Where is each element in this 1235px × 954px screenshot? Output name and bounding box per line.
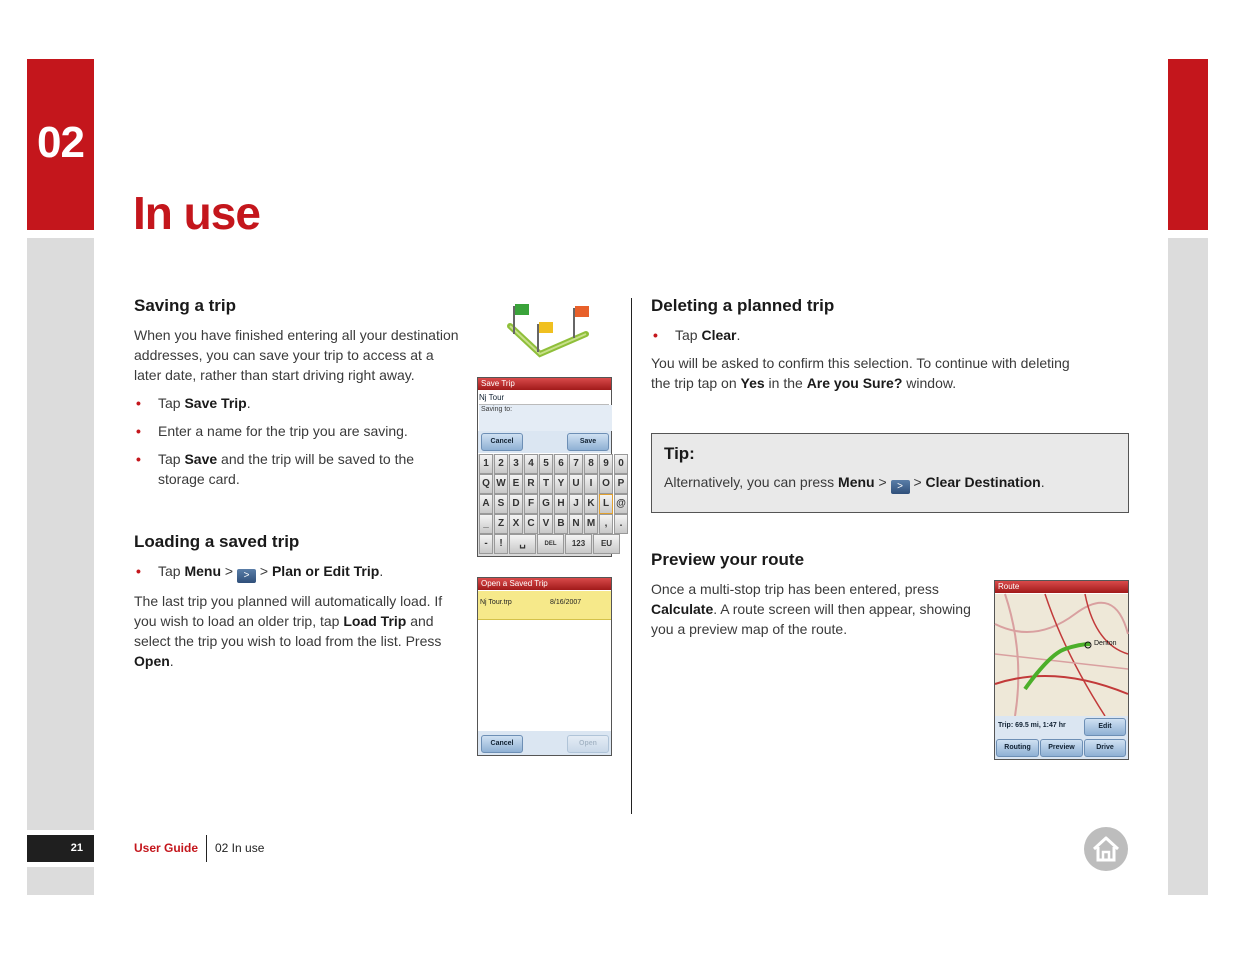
keyboard — [478, 454, 626, 556]
key[interactable]: 3 — [509, 454, 523, 474]
route-drive-button[interactable]: Drive — [1084, 739, 1126, 757]
key[interactable]: 9 — [599, 454, 613, 474]
deleting-bullet-1: • Tap Clear. — [653, 327, 741, 343]
key[interactable]: C — [524, 514, 538, 534]
route-title: Route — [995, 581, 1128, 593]
deleting-list — [651, 325, 1091, 345]
key[interactable]: T — [539, 474, 553, 494]
footer-section: 02 In use — [215, 841, 265, 855]
key[interactable]: I — [584, 474, 598, 494]
key[interactable]: R — [524, 474, 538, 494]
key[interactable]: D — [509, 494, 523, 514]
keyboard-row-3 — [479, 494, 628, 514]
key[interactable]: H — [554, 494, 568, 514]
route-map-city: Denton — [1094, 640, 1117, 647]
page-number: 21 — [70, 842, 83, 854]
keyboard-row-2 — [479, 474, 628, 494]
loading-body: The last trip you planned will automatically load. If you wish to load an older trip, tap Load Trip and select the trip you wish to load from the list. Press Open. — [134, 593, 443, 669]
save-trip-save-button[interactable]: Save — [567, 433, 609, 451]
open-trip-screen — [477, 577, 612, 756]
key[interactable]: 4 — [524, 454, 538, 474]
key[interactable]: . — [614, 514, 628, 534]
saving-to-label: Saving to: — [479, 405, 612, 431]
key[interactable]: U — [569, 474, 583, 494]
right-margin-bar — [1168, 238, 1208, 895]
trip-name-input[interactable]: Nj Tour — [479, 391, 609, 405]
route-routing-button[interactable]: Routing — [996, 739, 1039, 757]
route-edit-button[interactable]: Edit — [1084, 718, 1126, 736]
key[interactable]: _ — [479, 514, 493, 534]
key[interactable]: Z — [494, 514, 508, 534]
key[interactable]: V — [539, 514, 553, 534]
keyboard-row-4 — [479, 514, 628, 534]
save-trip-screen — [477, 377, 626, 557]
home-button[interactable] — [1084, 827, 1128, 871]
key[interactable]: 5 — [539, 454, 553, 474]
saved-trip-filename: Nj Tour.trp — [480, 599, 512, 606]
route-preview-button[interactable]: Preview — [1040, 739, 1083, 757]
delete-key[interactable]: DEL — [537, 534, 564, 554]
column-divider — [631, 298, 632, 814]
preview-body: Once a multi-stop trip has been entered, press Calculate. A route screen will then appear, showing you a preview map of the route. — [651, 581, 971, 637]
arrow-button-icon: > — [891, 480, 910, 494]
key[interactable]: S — [494, 494, 508, 514]
saving-heading: Saving a trip — [134, 296, 237, 315]
key[interactable]: 8 — [584, 454, 598, 474]
keyboard-row-1 — [479, 454, 628, 474]
language-key[interactable]: EU — [593, 534, 620, 554]
saving-bullet-1: • Tap Save Trip. — [136, 395, 251, 411]
right-red-bar — [1168, 59, 1208, 230]
deleting-heading: Deleting a planned trip — [651, 296, 835, 315]
saving-list — [134, 393, 459, 489]
key[interactable]: , — [599, 514, 613, 534]
chapter-number: 02 — [37, 118, 84, 167]
keyboard-row-5 — [479, 534, 620, 554]
tip-box — [651, 433, 1129, 513]
key[interactable]: A — [479, 494, 493, 514]
key[interactable]: - — [479, 534, 493, 554]
key[interactable]: 0 — [614, 454, 628, 474]
key[interactable]: @ — [614, 494, 628, 514]
route-map[interactable] — [995, 594, 1128, 716]
deleting-section — [651, 296, 1091, 393]
loading-section — [134, 532, 462, 671]
key[interactable]: M — [584, 514, 598, 534]
save-trip-cancel-button[interactable]: Cancel — [481, 433, 523, 451]
key[interactable]: E — [509, 474, 523, 494]
saving-body: When you have finished entering all your destination addresses, you can save your trip to access at a later date, rather than start driving right away. — [134, 327, 459, 383]
deleting-body: You will be asked to confirm this selection. To continue with deleting the trip tap on Yes in the Are you Sure? window. — [651, 355, 1070, 391]
left-margin-bar — [27, 238, 94, 830]
key[interactable]: W — [494, 474, 508, 494]
numbers-key[interactable]: 123 — [565, 534, 592, 554]
key[interactable]: K — [584, 494, 598, 514]
route-screen — [994, 580, 1129, 760]
key[interactable]: X — [509, 514, 523, 534]
saving-bullet-3: • Tap Save and the trip will be saved to the storage card. — [136, 451, 415, 487]
arrow-button-icon: > — [237, 569, 256, 583]
key[interactable]: F — [524, 494, 538, 514]
route-summary: Trip: 69.5 mi, 1:47 hr — [998, 722, 1066, 729]
space-key[interactable]: ␣ — [509, 534, 536, 554]
key[interactable]: ! — [494, 534, 508, 554]
loading-heading: Loading a saved trip — [134, 532, 300, 551]
home-icon — [1084, 827, 1128, 871]
key[interactable]: B — [554, 514, 568, 534]
tip-heading: Tip: — [664, 444, 695, 463]
key[interactable]: P — [614, 474, 628, 494]
saving-bullet-2: • Enter a name for the trip you are saving. — [136, 423, 408, 439]
key[interactable]: Y — [554, 474, 568, 494]
open-trip-cancel-button[interactable]: Cancel — [481, 735, 523, 753]
key[interactable]: J — [569, 494, 583, 514]
key[interactable]: L — [599, 494, 613, 514]
open-trip-open-button[interactable]: Open — [567, 735, 609, 753]
preview-heading: Preview your route — [651, 550, 805, 569]
key[interactable]: Q — [479, 474, 493, 494]
preview-section — [651, 550, 971, 639]
loading-bullet-1: • Tap Menu > > > Plan or Edit Trip. — [136, 563, 384, 581]
key[interactable]: O — [599, 474, 613, 494]
key[interactable]: 1 — [479, 454, 493, 474]
key[interactable]: 2 — [494, 454, 508, 474]
trip-flags-icon — [500, 298, 596, 360]
footer-divider — [206, 835, 207, 862]
key[interactable]: N — [569, 514, 583, 534]
saved-trip-date: 8/16/2007 — [550, 599, 582, 606]
saving-section — [134, 296, 459, 489]
left-margin-bar-bottom — [27, 867, 94, 895]
key[interactable]: 7 — [569, 454, 583, 474]
key[interactable]: 6 — [554, 454, 568, 474]
tip-body: Alternatively, you can press Menu > > > Clear Destination. — [664, 474, 1045, 492]
saved-trip-row[interactable] — [478, 591, 611, 620]
page-title: In use — [133, 187, 260, 239]
footer-guide-link[interactable]: User Guide — [134, 841, 199, 855]
key[interactable]: G — [539, 494, 553, 514]
save-trip-title: Save Trip — [478, 378, 611, 390]
open-trip-title: Open a Saved Trip — [478, 578, 611, 590]
loading-list — [134, 561, 462, 583]
